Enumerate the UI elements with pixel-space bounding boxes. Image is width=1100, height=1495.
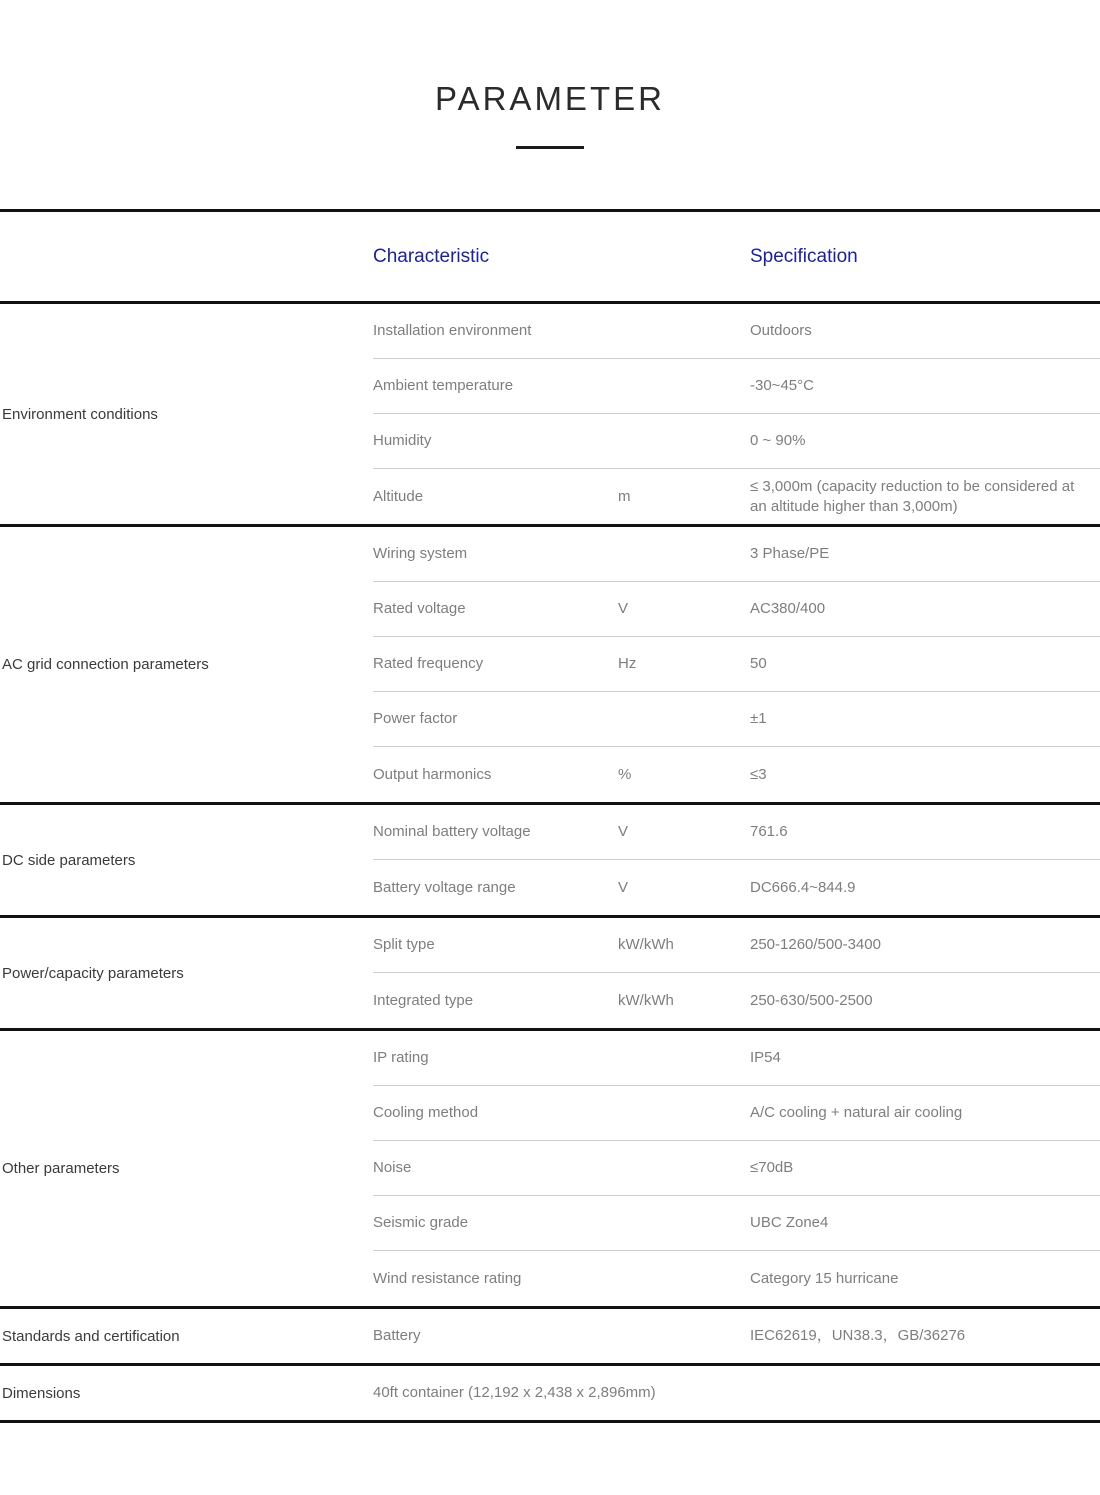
specification-cell: 3 Phase/PE [750,545,830,562]
characteristic-cell: Installation environment [373,322,532,339]
characteristic-cell: Output harmonics [373,765,492,783]
specification-cell: Category 15 hurricane [750,1269,899,1287]
unit-cell: V [618,600,629,617]
table-row [373,1196,1100,1251]
characteristic-cell: Cooling method [373,1104,479,1121]
specification-cell: IEC62619，UN38.3，GB/36276 [750,1327,966,1344]
section-group-label: Standards and certification [2,1327,180,1345]
characteristic-cell: Ambient temperature [373,377,514,394]
table-row [373,1141,1100,1196]
section-rows [373,1366,1100,1420]
table-row [373,973,1100,1028]
table-header-row [0,212,1100,304]
specification-cell: 761.6 [750,823,788,840]
unit-cell: % [618,765,632,783]
specification-cell: 50 [750,655,767,672]
section-group-label: DC side parameters [2,851,136,869]
unit-cell: kW/kWh [618,936,674,953]
table-row [373,805,1100,860]
table-row [373,1366,1100,1420]
table-section [0,1031,1100,1309]
section-rows [373,918,1100,1028]
characteristic-column-header: Characteristic [373,245,490,267]
page-title: PARAMETER [435,80,665,117]
section-group-label: Environment conditions [2,405,158,423]
table-row [373,1086,1100,1141]
characteristic-cell: Rated voltage [373,600,466,617]
table-row [373,414,1100,469]
unit-cell: Hz [618,655,637,672]
specification-cell: ≤3 [750,765,767,783]
section-group-label: Dimensions [2,1384,81,1402]
table-row [373,1031,1100,1086]
title-block [0,0,1100,149]
table-section [0,527,1100,805]
specification-cell: 250-1260/500-3400 [750,936,881,953]
table-row [373,747,1100,802]
characteristic-cell: IP rating [373,1049,429,1066]
section-rows [373,304,1100,524]
unit-cell: V [618,823,629,840]
section-rows [373,1309,1100,1363]
table-section [0,1309,1100,1366]
table-row [373,918,1100,973]
section-group-label: Other parameters [2,1160,120,1177]
specification-cell: IP54 [750,1049,781,1066]
specification-cell: -30~45°C [750,377,814,394]
specification-column-header: Specification [750,245,858,267]
section-group-label: AC grid connection parameters [2,656,209,673]
characteristic-cell: 40ft container (12,192 x 2,438 x 2,896mm) [373,1384,656,1401]
section-rows [373,1031,1100,1306]
characteristic-cell: Humidity [373,432,432,449]
characteristic-cell: Rated frequency [373,655,484,672]
table-section [0,1366,1100,1423]
table-row [373,1309,1100,1363]
section-rows [373,527,1100,802]
specification-cell: ≤ 3,000m (capacity reduction to be considered at an altitude higher than 3,000m) [750,477,1075,515]
table-row [373,304,1100,359]
table-row [373,692,1100,747]
table-section [0,805,1100,918]
specification-cell: UBC Zone4 [750,1214,829,1231]
specification-cell: DC666.4~844.9 [750,878,856,896]
table-section [0,304,1100,527]
unit-cell: V [618,878,629,896]
parameter-table [0,209,1100,1423]
unit-cell: m [618,487,631,505]
title-underline [516,146,584,149]
table-row [373,469,1100,524]
table-row [373,527,1100,582]
specification-cell: A/C cooling + natural air cooling [750,1104,963,1121]
table-row [373,860,1100,915]
section-rows [373,805,1100,915]
specification-cell: Outdoors [750,322,812,339]
specification-cell: 0 ~ 90% [750,432,806,449]
section-group-label: Power/capacity parameters [2,964,184,982]
table-row [373,1251,1100,1306]
table-body [0,304,1100,1423]
table-row [373,637,1100,692]
specification-cell: 250-630/500-2500 [750,991,873,1009]
characteristic-cell: Battery voltage range [373,878,516,896]
specification-cell: ≤70dB [750,1159,794,1176]
table-row [373,359,1100,414]
characteristic-cell: Battery [373,1327,421,1344]
characteristic-cell: Wind resistance rating [373,1269,522,1287]
characteristic-cell: Nominal battery voltage [373,823,531,840]
characteristic-cell: Altitude [373,487,424,505]
characteristic-cell: Split type [373,936,435,953]
characteristic-cell: Noise [373,1159,412,1176]
unit-cell: kW/kWh [618,991,674,1009]
characteristic-cell: Integrated type [373,991,474,1009]
table-row [373,582,1100,637]
specification-cell: ±1 [750,710,767,727]
characteristic-cell: Seismic grade [373,1214,469,1231]
characteristic-cell: Wiring system [373,545,468,562]
specification-cell: AC380/400 [750,600,826,617]
table-section [0,918,1100,1031]
characteristic-cell: Power factor [373,710,458,727]
